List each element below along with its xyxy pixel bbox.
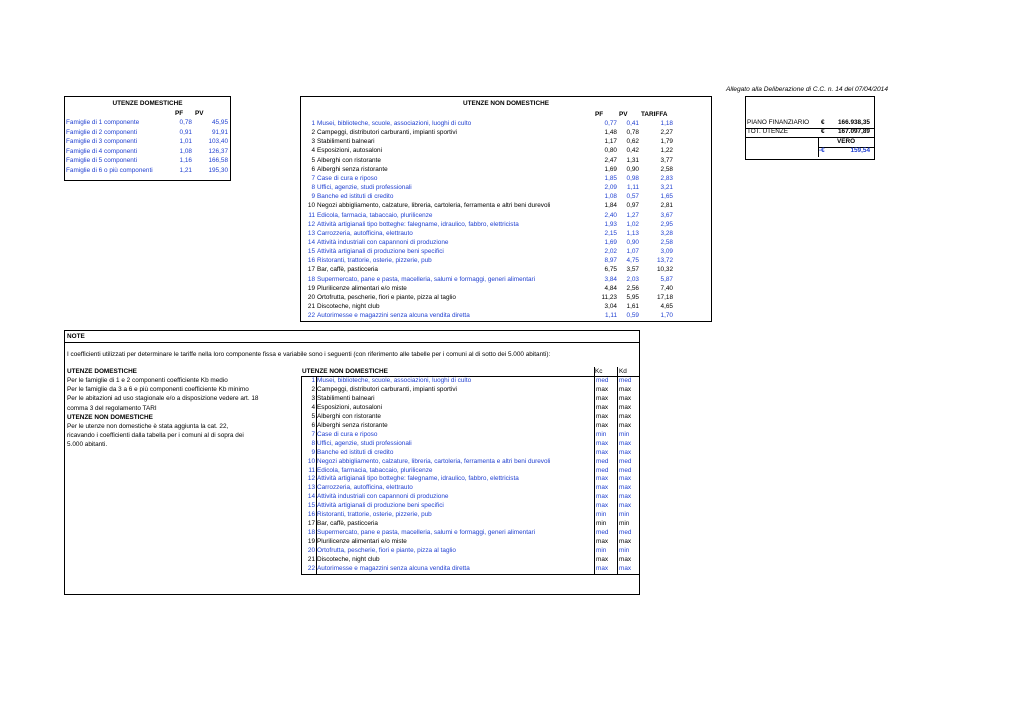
note-col-kc: Kc bbox=[595, 368, 603, 375]
note-row-label: Attività industriali con capannoni di produzione bbox=[317, 493, 449, 501]
nd-row-pf: 3,84 bbox=[604, 275, 617, 283]
nd-row-number: 20 bbox=[307, 293, 315, 301]
nd-row-pv: 1,11 bbox=[627, 184, 639, 192]
nd-row-number: 4 bbox=[311, 147, 315, 155]
note-row-kd: max bbox=[619, 538, 632, 546]
nd-row-tariffa: 1,18 bbox=[660, 120, 673, 127]
note-row-number: 6 bbox=[311, 421, 315, 429]
nd-row-pv: 1,07 bbox=[626, 248, 639, 256]
note-row-kc: min bbox=[596, 520, 607, 528]
note-grid-line bbox=[617, 367, 618, 574]
nd-row-pf: 0,80 bbox=[604, 147, 617, 155]
note-row-kc: max bbox=[596, 502, 609, 510]
nd-row-pv: 0,97 bbox=[626, 202, 639, 210]
note-row-kc: max bbox=[596, 484, 609, 492]
domestiche-title: UTENZE DOMESTICHE bbox=[112, 100, 183, 107]
note-row-number: 14 bbox=[307, 493, 315, 501]
domestiche-row-label: Famiglie di 6 o più componenti bbox=[66, 167, 153, 174]
nd-row-pf: 0,77 bbox=[604, 120, 617, 127]
nd-row-label: Autorimesse e magazzini senza alcuna vendita diretta bbox=[317, 312, 470, 320]
note-grid-line bbox=[316, 376, 317, 574]
note-row-number: 7 bbox=[311, 430, 315, 438]
note-intro: I coefficienti utilizzati per determinare le tariffe nella loro componente fissa e variabile sono i seguenti (con riferimento alle tabelle per i comuni al di sotto dei 5.000 abitanti): bbox=[67, 351, 551, 358]
note-row-kd: min bbox=[619, 520, 630, 528]
note-row-number: 20 bbox=[307, 547, 315, 555]
note-row-label: Bar, caffè, pasticceria bbox=[317, 520, 378, 528]
nd-row-tariffa: 2,27 bbox=[660, 129, 673, 137]
nd-row-pf: 1,84 bbox=[604, 202, 617, 210]
nd-row-label: Ortofrutta, pescherie, fiori e piante, pizza al taglio bbox=[317, 293, 456, 301]
vero-label: VERO bbox=[836, 138, 856, 145]
domestiche-row-pf: 1,01 bbox=[179, 138, 192, 146]
note-row-label: Ristoranti, trattorie, osterie, pizzerie, pub bbox=[317, 511, 432, 519]
nd-row-tariffa: 1,70 bbox=[660, 312, 673, 320]
note-row-label: Attività artigianali di produzione beni specifici bbox=[317, 502, 444, 510]
difference-value: 159,54 bbox=[850, 147, 870, 154]
note-row-label: Negozi abbigliamento, calzature, libreria, cartoleria, ferramenta e altri beni durevoli bbox=[317, 457, 551, 465]
nd-row-pv: 0,90 bbox=[626, 165, 639, 173]
nd-row-label: Supermercato, pane e pasta, macelleria, salumi e formaggi, generi alimentari bbox=[317, 275, 536, 283]
note-row-kd: med bbox=[619, 377, 632, 384]
nd-row-pf: 1,08 bbox=[604, 193, 617, 201]
note-row-kd: max bbox=[619, 475, 632, 483]
nd-row-number: 11 bbox=[308, 211, 315, 219]
nd-row-label: Campeggi, distributori carburanti, impianti sportivi bbox=[317, 129, 457, 137]
nd-row-label: Attività industriali con capannoni di produzione bbox=[317, 238, 449, 246]
note-row-label: Esposizioni, autosaloni bbox=[317, 403, 383, 411]
note-row-kc: max bbox=[596, 439, 609, 447]
note-row-label: Autorimesse e magazzini senza alcuna vendita diretta bbox=[317, 564, 470, 572]
nd-row-label: Carrozzeria, autofficina, elettrauto bbox=[317, 229, 413, 237]
nd-row-pv: 0,98 bbox=[626, 174, 639, 182]
nd-row-number: 15 bbox=[307, 248, 315, 256]
nd-row-pv: 0,42 bbox=[626, 147, 639, 155]
domestiche-row-pf: 0,91 bbox=[179, 128, 192, 136]
note-row-number: 8 bbox=[311, 439, 315, 447]
nd-row-tariffa: 2,58 bbox=[660, 165, 673, 173]
note-row-kd: min bbox=[619, 511, 630, 519]
note-row-kc: med bbox=[596, 466, 609, 474]
piano-finanziario-box bbox=[745, 96, 875, 160]
nd-row-pf: 1,17 bbox=[604, 138, 617, 146]
note-row-kc: max bbox=[596, 538, 609, 546]
nd-row-pf: 11,23 bbox=[601, 293, 617, 301]
note-row-kc: max bbox=[596, 556, 609, 563]
nd-row-number: 7 bbox=[311, 174, 315, 182]
note-row-number: 9 bbox=[311, 448, 315, 456]
nd-row-label: Edicola, farmacia, tabaccaio, plurilicenze bbox=[317, 211, 433, 219]
note-row-label: Edicola, farmacia, tabaccaio, plurilicenze bbox=[317, 466, 433, 474]
note-row-number: 11 bbox=[308, 466, 315, 474]
nd-row-tariffa: 2,83 bbox=[660, 174, 673, 182]
nd-row-number: 21 bbox=[307, 303, 315, 310]
nd-row-pf: 1,11 bbox=[605, 312, 617, 320]
utenze-domestiche-box bbox=[64, 96, 231, 181]
note-row-kd: max bbox=[619, 556, 632, 563]
note-left-line: Per le famiglie di 1 e 2 componenti coefficiente Kb medio bbox=[67, 377, 228, 384]
domestiche-row-pv: 45,95 bbox=[212, 119, 228, 126]
nd-row-tariffa: 3,21 bbox=[660, 184, 673, 192]
domestiche-row-label: Famiglie di 2 componenti bbox=[66, 128, 138, 136]
note-row-kd: max bbox=[619, 394, 632, 402]
nd-row-pv: 1,31 bbox=[626, 156, 639, 164]
nd-row-label: Musei, biblioteche, scuole, associazioni, luoghi di culto bbox=[317, 120, 472, 127]
nd-row-label: Alberghi senza ristorante bbox=[317, 165, 388, 173]
note-row-kd: med bbox=[619, 457, 632, 465]
note-row-number: 13 bbox=[307, 484, 315, 492]
note-row-kc: med bbox=[596, 377, 609, 384]
domestiche-row-label: Famiglie di 4 componenti bbox=[66, 147, 138, 155]
nd-row-label: Negozi abbigliamento, calzature, libreria, cartoleria, ferramenta e altri beni durevoli bbox=[317, 202, 551, 210]
nd-row-pv: 1,02 bbox=[626, 220, 639, 228]
tot-utenze-currency: € bbox=[821, 128, 825, 135]
nd-row-tariffa: 17,18 bbox=[657, 293, 673, 301]
note-row-kc: med bbox=[596, 457, 609, 465]
piano-label: PIANO FINANZIARIO bbox=[747, 119, 810, 126]
nd-row-pv: 0,78 bbox=[626, 129, 639, 137]
note-row-label: Uffici, agenzie, studi professionali bbox=[317, 439, 412, 447]
note-row-kc: max bbox=[596, 385, 609, 393]
nd-row-label: Plurilicenze alimentari e/o miste bbox=[317, 284, 407, 292]
note-row-label: Musei, biblioteche, scuole, associazioni, luoghi di culto bbox=[317, 377, 472, 384]
difference-currency: -€ bbox=[819, 147, 825, 154]
note-left-line: Per le famiglie da 3 a 6 e più componenti coefficiente Kb minimo bbox=[67, 386, 249, 394]
note-row-number: 15 bbox=[307, 502, 315, 510]
nd-row-tariffa: 3,77 bbox=[660, 156, 673, 164]
nd-row-number: 13 bbox=[307, 229, 315, 237]
note-row-label: Stabilimenti balneari bbox=[317, 394, 375, 402]
nd-row-tariffa: 7,40 bbox=[660, 284, 673, 292]
domestiche-row-label: Famiglie di 5 componenti bbox=[66, 157, 138, 165]
nd-row-pf: 2,15 bbox=[604, 229, 617, 237]
nd-row-pv: 0,59 bbox=[626, 312, 639, 320]
note-row-kd: max bbox=[619, 493, 632, 501]
nd-row-pf: 2,02 bbox=[604, 248, 617, 256]
nd-row-tariffa: 2,81 bbox=[660, 202, 673, 210]
nd-row-pf: 1,93 bbox=[604, 220, 617, 228]
note-row-label: Plurilicenze alimentari e/o miste bbox=[317, 538, 407, 546]
domestiche-row-label: Famiglie di 3 componenti bbox=[66, 138, 138, 146]
note-row-number: 16 bbox=[307, 511, 315, 519]
note-row-kd: max bbox=[619, 412, 632, 420]
nd-row-label: Uffici, agenzie, studi professionali bbox=[317, 184, 412, 192]
nd-row-pv: 0,57 bbox=[626, 193, 639, 201]
note-row-label: Case di cura e riposo bbox=[317, 430, 378, 438]
piano-value: 166.938,35 bbox=[838, 119, 870, 126]
note-left-line: Per le abitazioni ad uso stagionale e/o a disposizione vedere art. 18 bbox=[67, 395, 259, 403]
nd-row-pv: 5,95 bbox=[626, 293, 639, 301]
nd-row-tariffa: 1,22 bbox=[660, 147, 673, 155]
nd-row-label: Attività artigianali di produzione beni specifici bbox=[317, 248, 444, 256]
note-row-number: 5 bbox=[311, 412, 315, 420]
nd-row-pf: 2,47 bbox=[604, 156, 617, 164]
nd-row-number: 17 bbox=[307, 266, 315, 274]
nd-row-tariffa: 4,65 bbox=[660, 303, 673, 310]
nd-row-label: Esposizioni, autosaloni bbox=[317, 147, 383, 155]
domestiche-row-pv: 126,37 bbox=[208, 147, 228, 155]
note-row-number: 18 bbox=[307, 529, 315, 537]
nd-row-label: Bar, caffè, pasticceria bbox=[317, 266, 378, 274]
nd-row-tariffa: 2,58 bbox=[660, 238, 673, 246]
domestiche-row-pf: 1,08 bbox=[179, 147, 192, 155]
note-grid-line bbox=[594, 367, 595, 574]
nd-row-pv: 0,90 bbox=[626, 238, 639, 246]
note-row-kd: max bbox=[619, 448, 632, 456]
note-row-label: Ortofrutta, pescherie, fiori e piante, pizza al taglio bbox=[317, 547, 456, 555]
nd-row-pv: 3,57 bbox=[626, 266, 639, 274]
nd-row-label: Alberghi con ristorante bbox=[317, 156, 381, 164]
note-row-number: 17 bbox=[307, 520, 315, 528]
nd-row-pv: 2,56 bbox=[626, 284, 639, 292]
nd-row-tariffa: 10,32 bbox=[657, 266, 673, 274]
note-row-number: 3 bbox=[311, 394, 315, 402]
nd-row-pf: 1,85 bbox=[604, 174, 617, 182]
note-row-number: 4 bbox=[311, 403, 315, 411]
nd-row-tariffa: 13,72 bbox=[657, 257, 673, 265]
note-title: NOTE bbox=[67, 333, 85, 340]
note-row-kd: max bbox=[619, 403, 632, 411]
domestiche-row-pv: 91,91 bbox=[212, 128, 228, 136]
note-row-kd: max bbox=[619, 484, 632, 492]
note-row-kc: min bbox=[596, 547, 607, 555]
nd-row-pf: 1,69 bbox=[604, 165, 617, 173]
note-row-kc: max bbox=[596, 403, 609, 411]
note-left-line: UTENZE NON DOMESTICHE bbox=[67, 413, 153, 421]
domestiche-row-label: Famiglie di 1 componente bbox=[66, 119, 140, 126]
nd-row-tariffa: 3,28 bbox=[660, 229, 673, 237]
domestiche-row-pv: 166,58 bbox=[208, 157, 228, 165]
note-row-kd: min bbox=[619, 430, 630, 438]
nd-row-pf: 6,75 bbox=[604, 266, 617, 274]
note-row-kc: max bbox=[596, 564, 609, 572]
nd-row-tariffa: 5,87 bbox=[660, 275, 673, 283]
note-row-label: Banche ed istituti di credito bbox=[317, 448, 394, 456]
note-row-label: Discoteche, night club bbox=[317, 556, 380, 563]
nd-row-number: 22 bbox=[307, 312, 315, 320]
nd-row-tariffa: 3,09 bbox=[660, 248, 673, 256]
nd-col-pv: PV bbox=[619, 111, 628, 118]
nd-row-label: Case di cura e riposo bbox=[317, 174, 378, 182]
nd-row-pf: 1,48 bbox=[604, 129, 617, 137]
note-row-label: Carrozzeria, autofficina, elettrauto bbox=[317, 484, 413, 492]
note-row-kc: max bbox=[596, 475, 609, 483]
nd-row-pf: 2,40 bbox=[604, 211, 617, 219]
note-title-divider bbox=[65, 342, 639, 343]
nd-row-number: 19 bbox=[307, 284, 315, 292]
vero-left-border bbox=[818, 138, 819, 157]
nd-row-number: 2 bbox=[311, 129, 315, 137]
domestiche-row-pv: 103,40 bbox=[208, 138, 228, 146]
allegato-caption: Allegato alla Deliberazione di C.C. n. 14 del 07/04/2014 bbox=[725, 86, 888, 93]
nd-row-number: 18 bbox=[307, 275, 315, 283]
note-row-label: Attività artigianali tipo botteghe: falegname, idraulico, fabbro, elettricista bbox=[317, 475, 519, 483]
piano-currency: € bbox=[821, 119, 825, 126]
note-row-kc: max bbox=[596, 493, 609, 501]
non-domestiche-title: UTENZE NON DOMESTICHE bbox=[463, 100, 549, 107]
note-row-kc: max bbox=[596, 421, 609, 429]
nd-row-pf: 8,97 bbox=[604, 257, 617, 265]
note-row-number: 12 bbox=[307, 475, 315, 483]
nd-row-label: Attività artigianali tipo botteghe: falegname, idraulico, fabbro, elettricista bbox=[317, 220, 519, 228]
nd-row-pf: 4,84 bbox=[604, 284, 617, 292]
note-row-kd: med bbox=[619, 529, 632, 537]
nd-row-number: 16 bbox=[307, 257, 315, 265]
nd-row-number: 1 bbox=[311, 120, 315, 127]
domestiche-row-pf: 1,21 bbox=[179, 167, 192, 174]
note-row-kd: max bbox=[619, 439, 632, 447]
tot-utenze-value: 167.097,89 bbox=[838, 128, 870, 135]
note-grid-line bbox=[301, 376, 639, 377]
domestiche-col-pv: PV bbox=[195, 110, 204, 117]
nd-row-pv: 0,62 bbox=[626, 138, 639, 146]
note-left-line: ricavando i coefficienti dalla tabella per i comuni al di sopra dei bbox=[67, 432, 244, 440]
nd-row-number: 6 bbox=[311, 165, 315, 173]
note-row-kc: med bbox=[596, 529, 609, 537]
note-box bbox=[64, 330, 640, 595]
note-nd-title: UTENZE NON DOMESTICHE bbox=[302, 368, 388, 375]
nd-col-pf: PF bbox=[595, 111, 604, 118]
nd-row-label: Banche ed istituti di credito bbox=[317, 193, 394, 201]
note-row-kd: max bbox=[619, 502, 632, 510]
tot-utenze-label: TOT. UTENZE bbox=[747, 128, 789, 135]
note-row-label: Supermercato, pane e pasta, macelleria, salumi e formaggi, generi alimentari bbox=[317, 529, 536, 537]
nd-col-tariffa: TARIFFA bbox=[641, 111, 668, 118]
nd-row-pv: 1,13 bbox=[626, 229, 639, 237]
utenze-non-domestiche-box bbox=[300, 96, 712, 322]
domestiche-row-pf: 1,16 bbox=[179, 157, 192, 165]
note-row-kd: max bbox=[619, 564, 632, 572]
note-dom-title: UTENZE DOMESTICHE bbox=[67, 368, 137, 375]
note-row-number: 21 bbox=[307, 556, 315, 563]
nd-row-pv: 2,03 bbox=[626, 275, 639, 283]
nd-row-label: Stabilimenti balneari bbox=[317, 138, 375, 146]
nd-row-number: 9 bbox=[311, 193, 315, 201]
domestiche-col-pf: PF bbox=[175, 110, 184, 117]
domestiche-row-pv: 195,30 bbox=[208, 167, 228, 174]
note-row-kd: min bbox=[619, 547, 630, 555]
note-row-label: Alberghi senza ristorante bbox=[317, 421, 388, 429]
note-row-number: 1 bbox=[311, 377, 315, 384]
note-left-line: 5.000 abitanti. bbox=[67, 441, 108, 449]
note-row-kc: max bbox=[596, 448, 609, 456]
note-row-kd: max bbox=[619, 385, 632, 393]
note-row-number: 2 bbox=[311, 385, 315, 393]
nd-row-pf: 1,69 bbox=[604, 238, 617, 246]
note-grid-line bbox=[301, 376, 302, 574]
note-left-line: Per le utenze non domestiche è stata aggiunta la cat. 22, bbox=[67, 423, 229, 430]
nd-row-pf: 3,04 bbox=[604, 303, 617, 310]
nd-row-pv: 1,61 bbox=[626, 303, 639, 310]
nd-row-number: 8 bbox=[311, 184, 315, 192]
nd-row-number: 10 bbox=[307, 202, 315, 210]
note-row-kc: max bbox=[596, 412, 609, 420]
nd-row-pv: 0,41 bbox=[626, 120, 639, 127]
note-row-label: Campeggi, distributori carburanti, impianti sportivi bbox=[317, 385, 457, 393]
note-left-line: comma 3 del regolamento TARI bbox=[67, 404, 157, 412]
nd-row-number: 14 bbox=[307, 238, 315, 246]
nd-row-label: Ristoranti, trattorie, osterie, pizzerie, pub bbox=[317, 257, 432, 265]
nd-row-number: 3 bbox=[311, 138, 315, 146]
note-row-kc: min bbox=[596, 511, 607, 519]
nd-row-label: Discoteche, night club bbox=[317, 303, 380, 310]
note-grid-line bbox=[301, 574, 639, 575]
note-row-kc: min bbox=[596, 430, 607, 438]
nd-row-tariffa: 3,67 bbox=[660, 211, 673, 219]
note-row-kd: med bbox=[619, 466, 632, 474]
domestiche-row-pf: 0,78 bbox=[179, 119, 192, 126]
note-row-number: 22 bbox=[307, 564, 315, 572]
note-row-number: 10 bbox=[307, 457, 315, 465]
nd-row-number: 5 bbox=[311, 156, 315, 164]
nd-row-tariffa: 2,95 bbox=[660, 220, 673, 228]
nd-row-tariffa: 1,65 bbox=[660, 193, 673, 201]
nd-row-number: 12 bbox=[307, 220, 315, 228]
note-row-kc: max bbox=[596, 394, 609, 402]
note-col-kd: Kd bbox=[619, 368, 627, 375]
nd-row-tariffa: 1,79 bbox=[660, 138, 673, 146]
nd-row-pf: 2,09 bbox=[604, 184, 617, 192]
note-row-number: 19 bbox=[307, 538, 315, 546]
nd-row-pv: 1,27 bbox=[626, 211, 639, 219]
note-row-label: Alberghi con ristorante bbox=[317, 412, 381, 420]
note-row-kd: max bbox=[619, 421, 632, 429]
nd-row-pv: 4,75 bbox=[626, 257, 639, 265]
